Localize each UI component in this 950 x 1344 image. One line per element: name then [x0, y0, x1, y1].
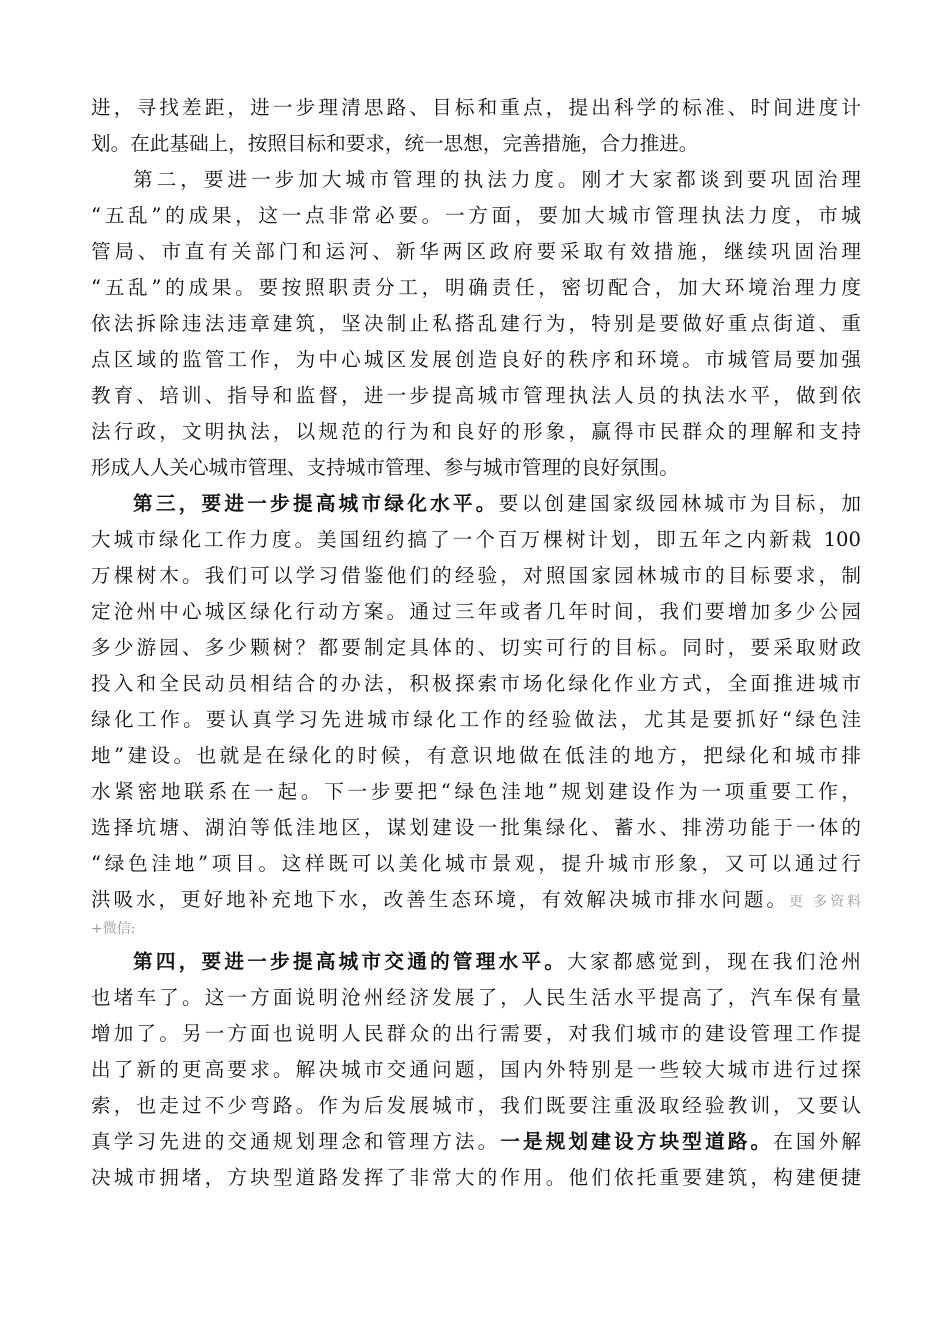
text-line — [91, 1124, 861, 1160]
text-line: 水紧密地联系在一起。下一步要把“绿色洼地”规划建设作为一项重要工作， — [91, 780, 861, 803]
text-line: 划。在此基础上，按照目标和要求，统一思想，完善措施，合力推进。 — [91, 132, 699, 155]
text-line: 进，寻找差距，进一步理清思路、目标和重点，提出科学的标准、时间进度计 — [91, 96, 861, 119]
text-line: 教育、培训、指导和监督，进一步提高城市管理执法人员的执法水平，做到依 — [91, 384, 861, 407]
section-heading: 第三，要进一步提高城市绿化水平。 — [133, 492, 499, 515]
paragraph-first-line — [91, 944, 861, 980]
watermark-ad-text: 更 多资料 — [788, 894, 861, 910]
section-heading: 第四，要进一步提高城市交通的管理水平。 — [133, 950, 568, 973]
paragraph-first-line — [91, 486, 861, 522]
text-line: 形成人人关心城市管理、支持城市管理、参与城市管理的良好氛围。 — [91, 456, 679, 479]
text-line: 增加了。另一方面也说明人民群众的出行需要，对我们城市的建设管理工作提 — [91, 1022, 861, 1045]
text-line: 多少游园、多少颗树？都要制定具体的、切实可行的目标。同时，要采取财政 — [91, 636, 861, 659]
paragraph-first-line: 第二，要进一步加大城市管理的执法力度。刚才大家都谈到要巩固治理 — [133, 168, 861, 191]
watermark-ad-line: +微信: — [91, 921, 136, 937]
text-span: 要以创建国家级园林城市为目标，加 — [498, 492, 861, 515]
text-line: 管局、市直有关部门和运河、新华两区政府要采取有效措施，继续巩固治理 — [91, 240, 861, 263]
text-line: 绿化工作。要认真学习先进城市绿化工作的经验做法，尤其是要抓好“绿色洼 — [91, 708, 861, 731]
text-line: 选择坑塘、湖泊等低洼地区，谋划建设一批集绿化、蓄水、排涝功能于一体的 — [91, 816, 861, 839]
text-span: 在国外解 — [773, 1130, 861, 1153]
text-line: 大城市绿化工作力度。美国纽约搞了一个百万棵树计划，即五年之内新栽 100 — [91, 528, 861, 551]
text-line — [91, 882, 861, 918]
text-line: 投入和全民动员相结合的办法，积极探索市场化绿化作业方式，全面推进城市 — [91, 672, 861, 695]
text-line: 万棵树木。我们可以学习借鉴他们的经验，对照国家园林城市的目标要求，制 — [91, 564, 861, 587]
text-line: 法行政，文明执法，以规范的行为和良好的形象，赢得市民群众的理解和支持 — [91, 420, 861, 443]
text-line: “绿色洼地”项目。这样既可以美化城市景观，提升城市形象，又可以通过行 — [91, 852, 861, 875]
text-line: “五乱”的成果，这一点非常必要。一方面，要加大城市管理执法力度，市城 — [91, 204, 861, 227]
text-line: 定沧州中心城区绿化行动方案。通过三年或者几年时间，我们要增加多少公园 — [91, 600, 861, 623]
document-page — [91, 90, 861, 1196]
text-span: 洪吸水，更好地补充地下水，改善生态环境，有效解决城市排水问题。 — [91, 888, 789, 911]
text-line: “五乱”的成果。要按照职责分工，明确责任，密切配合，加大环境治理力度 — [91, 276, 861, 299]
inline-heading: 一是规划建设方块型道路。 — [500, 1130, 774, 1153]
text-line: 出了新的更高要求。解决城市交通问题，国内外特别是一些较大城市进行过探 — [91, 1058, 861, 1081]
text-line: 索，也走过不少弯路。作为后发展城市，我们既要注重汲取经验教训，又要认 — [91, 1094, 861, 1117]
text-line: 地”建设。也就是在绿化的时候，有意识地做在低洼的地方，把绿化和城市排 — [91, 744, 861, 767]
text-line: 也堵车了。这一方面说明沧州经济发展了，人民生活水平提高了，汽车保有量 — [91, 986, 861, 1009]
text-line: 依法拆除违法违章建筑，坚决制止私搭乱建行为，特别是要做好重点街道、重 — [91, 312, 861, 335]
text-line: 决城市拥堵，方块型道路发挥了非常大的作用。他们依托重要建筑，构建便捷 — [91, 1166, 861, 1189]
text-span: 真学习先进的交通规划理念和管理方法。 — [91, 1130, 501, 1153]
text-line: 点区域的监管工作，为中心城区发展创造良好的秩序和环境。市城管局要加强 — [91, 348, 861, 371]
text-span: 大家都感觉到，现在我们沧州 — [567, 950, 861, 973]
